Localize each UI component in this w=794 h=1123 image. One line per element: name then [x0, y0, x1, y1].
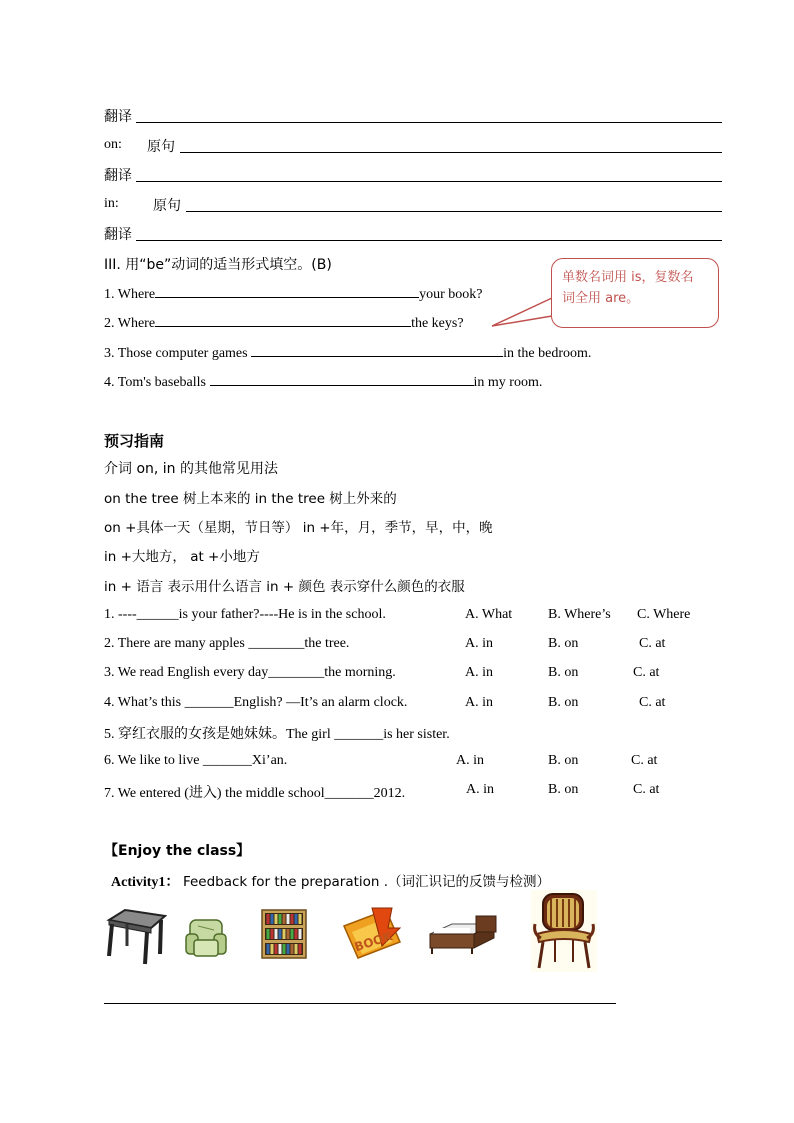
bed-icon: [428, 914, 498, 956]
option-a[interactable]: A. in: [465, 695, 493, 710]
option-b[interactable]: B. on: [548, 665, 579, 680]
fill-item-4: [104, 373, 542, 391]
item-text: 1. Where: [104, 287, 156, 302]
svg-text:BOOK: BOOK: [352, 928, 395, 955]
mc-question: 5. 穿红衣服的女孩是她妹妹。The girl _______is her sister.: [104, 727, 450, 742]
blank[interactable]: [251, 344, 503, 357]
armchair-icon: [184, 916, 228, 962]
mc-question: 4. What’s this _______English? —It’s an alarm clock.: [104, 695, 408, 710]
option-a[interactable]: A. in: [456, 753, 484, 768]
section-heading: III. 用“be”动词的适当形式填空。(B): [104, 257, 332, 273]
option-a[interactable]: A. in: [466, 782, 494, 797]
translate-label-1: 翻译: [104, 109, 132, 125]
on-label: on:: [104, 137, 122, 152]
translate-label-2: 翻译: [104, 168, 132, 184]
callout-note: [551, 258, 719, 328]
mc-question: 3. We read English every day________the morning.: [104, 665, 396, 680]
answer-line[interactable]: [186, 211, 722, 212]
option-b[interactable]: B. on: [548, 782, 579, 797]
activity-line: [111, 870, 550, 891]
in-label: in:: [104, 196, 119, 211]
item-text: in my room.: [473, 375, 543, 390]
option-c[interactable]: C. at: [639, 695, 666, 710]
option-c[interactable]: C. at: [639, 636, 666, 651]
mc-question: 1. ----______is your father?----He is in the school.: [104, 607, 386, 622]
blank[interactable]: [155, 285, 419, 298]
activity-text: Feedback for the preparation .（词汇识记的反馈与检测）: [182, 874, 551, 890]
table-icon: [103, 906, 167, 968]
activity-label: Activity1：: [111, 875, 180, 890]
item-text: 2. Where: [104, 316, 156, 331]
translate-label-3: 翻译: [104, 227, 132, 243]
preview-title: 预习指南: [104, 432, 165, 450]
blank[interactable]: [155, 314, 411, 327]
fill-item-1: [104, 285, 482, 303]
original-sentence-label: 原句: [153, 198, 181, 214]
answer-line[interactable]: [136, 122, 722, 123]
mc-question: 7. We entered (进入) the middle school_______2012.: [104, 786, 406, 801]
option-a[interactable]: A. in: [465, 636, 493, 651]
book-icon: [342, 906, 404, 962]
preview-line: in + 语言 表示用什么语言 in + 颜色 表示穿什么颜色的衣服: [104, 579, 465, 595]
fill-item-2: [104, 314, 464, 332]
callout-pointer: [488, 290, 558, 330]
option-a[interactable]: A. What: [465, 607, 513, 622]
answer-line[interactable]: [136, 181, 722, 182]
preview-line: 介词 on, in 的其他常见用法: [104, 461, 279, 477]
mc-question: 6. We like to live _______Xi’an.: [104, 753, 288, 768]
original-sentence-label: 原句: [147, 139, 175, 155]
option-c[interactable]: C. at: [631, 753, 658, 768]
answer-line[interactable]: [136, 240, 722, 241]
option-b[interactable]: B. on: [548, 636, 579, 651]
option-a[interactable]: A. in: [465, 665, 493, 680]
option-c[interactable]: C. Where: [637, 607, 691, 622]
callout-line-1: 单数名词用 is，复数名: [562, 270, 694, 285]
preview-line: on +具体一天（星期，节日等） in +年，月，季节，早，中，晚: [104, 520, 493, 536]
item-text: in the bedroom.: [503, 346, 592, 361]
answer-line[interactable]: [180, 152, 722, 153]
option-b[interactable]: B. on: [548, 695, 579, 710]
chair-icon: [531, 890, 597, 972]
option-b[interactable]: B. Where’s: [548, 607, 611, 622]
fill-item-3: [104, 344, 591, 362]
enjoy-title: 【Enjoy the class】: [104, 843, 251, 859]
blank[interactable]: [210, 373, 474, 386]
item-text: the keys?: [411, 316, 464, 331]
item-text: 4. Tom's baseballs: [104, 375, 206, 390]
bookcase-icon: [261, 909, 307, 959]
option-c[interactable]: C. at: [633, 782, 660, 797]
preview-line: in +大地方， at +小地方: [104, 549, 260, 565]
preview-line: on the tree 树上本来的 in the tree 树上外来的: [104, 491, 397, 507]
item-text: your book?: [419, 287, 483, 302]
answer-line[interactable]: [104, 1003, 616, 1004]
mc-question: 2. There are many apples ________the tree.: [104, 636, 350, 651]
option-c[interactable]: C. at: [633, 665, 660, 680]
item-text: 3. Those computer games: [104, 346, 248, 361]
callout-line-2: 词全用 are。: [562, 291, 640, 306]
option-b[interactable]: B. on: [548, 753, 579, 768]
